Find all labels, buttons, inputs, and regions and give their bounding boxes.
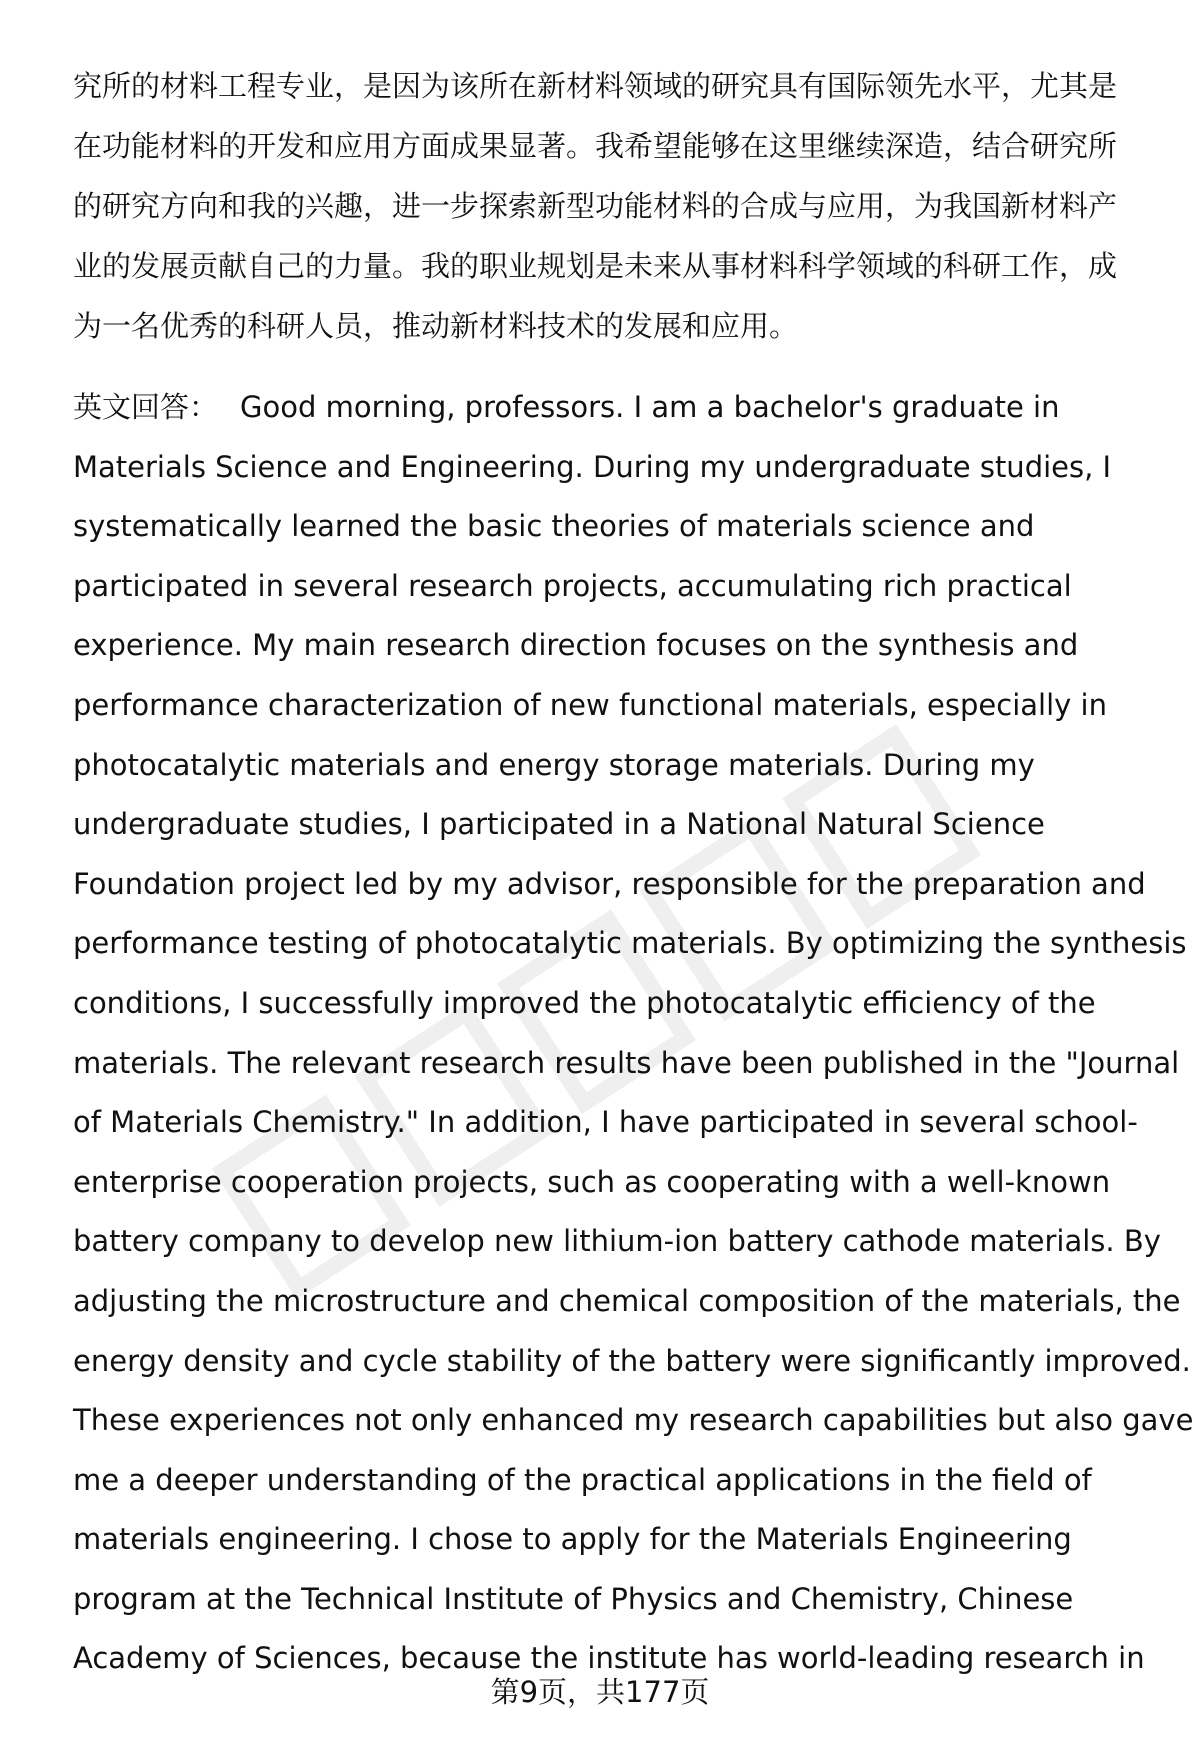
english-line: photocatalytic materials and energy storage materials. During my [73,747,1035,782]
english-line: Foundation project led by my advisor, responsible for the preparation and [73,866,1146,901]
english-line [73,378,1173,438]
chinese-line: 业的发展贡献自己的力量。我的职业规划是未来从事材料科学领域的科研工作，成 [73,249,1118,283]
english-line: systematically learned the basic theories of materials science and [73,509,1035,544]
english-line: Academy of Sciences, because the institute has world-leading research in [73,1641,1145,1676]
english-line: performance characterization of new functional materials, especially in [73,687,1107,722]
english-line: energy density and cycle stability of the battery were significantly improved. [73,1343,1191,1378]
english-line: Materials Science and Engineering. During my undergraduate studies, I [73,449,1112,484]
english-line: materials engineering. I chose to apply for the Materials Engineering [73,1522,1072,1557]
english-line: of Materials Chemistry." In addition, I have participated in several school- [73,1105,1138,1140]
english-line: These experiences not only enhanced my research capabilities but also gave [73,1403,1194,1438]
chinese-line: 的研究方向和我的兴趣，进一步探索新型功能材料的合成与应用，为我国新材料产 [73,189,1118,223]
english-line: me a deeper understanding of the practical applications in the field of [73,1462,1092,1497]
chinese-line: 究所的材料工程专业，是因为该所在新材料领域的研究具有国际领先水平，尤其是 [73,69,1118,103]
english-line: performance testing of photocatalytic materials. By optimizing the synthesis [73,926,1187,961]
english-line: adjusting the microstructure and chemical composition of the materials, the [73,1283,1181,1318]
page-number-footer: 第9页，共177页 [490,1675,710,1709]
english-line-text: Good morning, professors. I am a bachelor's graduate in [240,390,1060,424]
english-answer-label: 英文回答： [73,390,219,424]
english-line: participated in several research projects, accumulating rich practical [73,568,1072,603]
english-line: battery company to develop new lithium-ion battery cathode materials. By [73,1224,1161,1259]
chinese-paragraph [73,56,1173,356]
english-line: undergraduate studies, I participated in a National Natural Science [73,807,1045,842]
english-answer-paragraph [73,378,1194,1689]
chinese-line: 为一名优秀的科研人员，推动新材料技术的发展和应用。 [73,309,799,343]
chinese-line: 在功能材料的开发和应用方面成果显著。我希望能够在这里继续深造，结合研究所 [73,129,1118,163]
english-line: conditions, I successfully improved the photocatalytic efficiency of the [73,985,1096,1020]
english-line: enterprise cooperation projects, such as cooperating with a well-known [73,1164,1111,1199]
english-line: materials. The relevant research results have been published in the "Journal [73,1045,1180,1080]
english-line: experience. My main research direction focuses on the synthesis and [73,628,1079,663]
english-line: program at the Technical Institute of Physics and Chemistry, Chinese [73,1581,1074,1616]
